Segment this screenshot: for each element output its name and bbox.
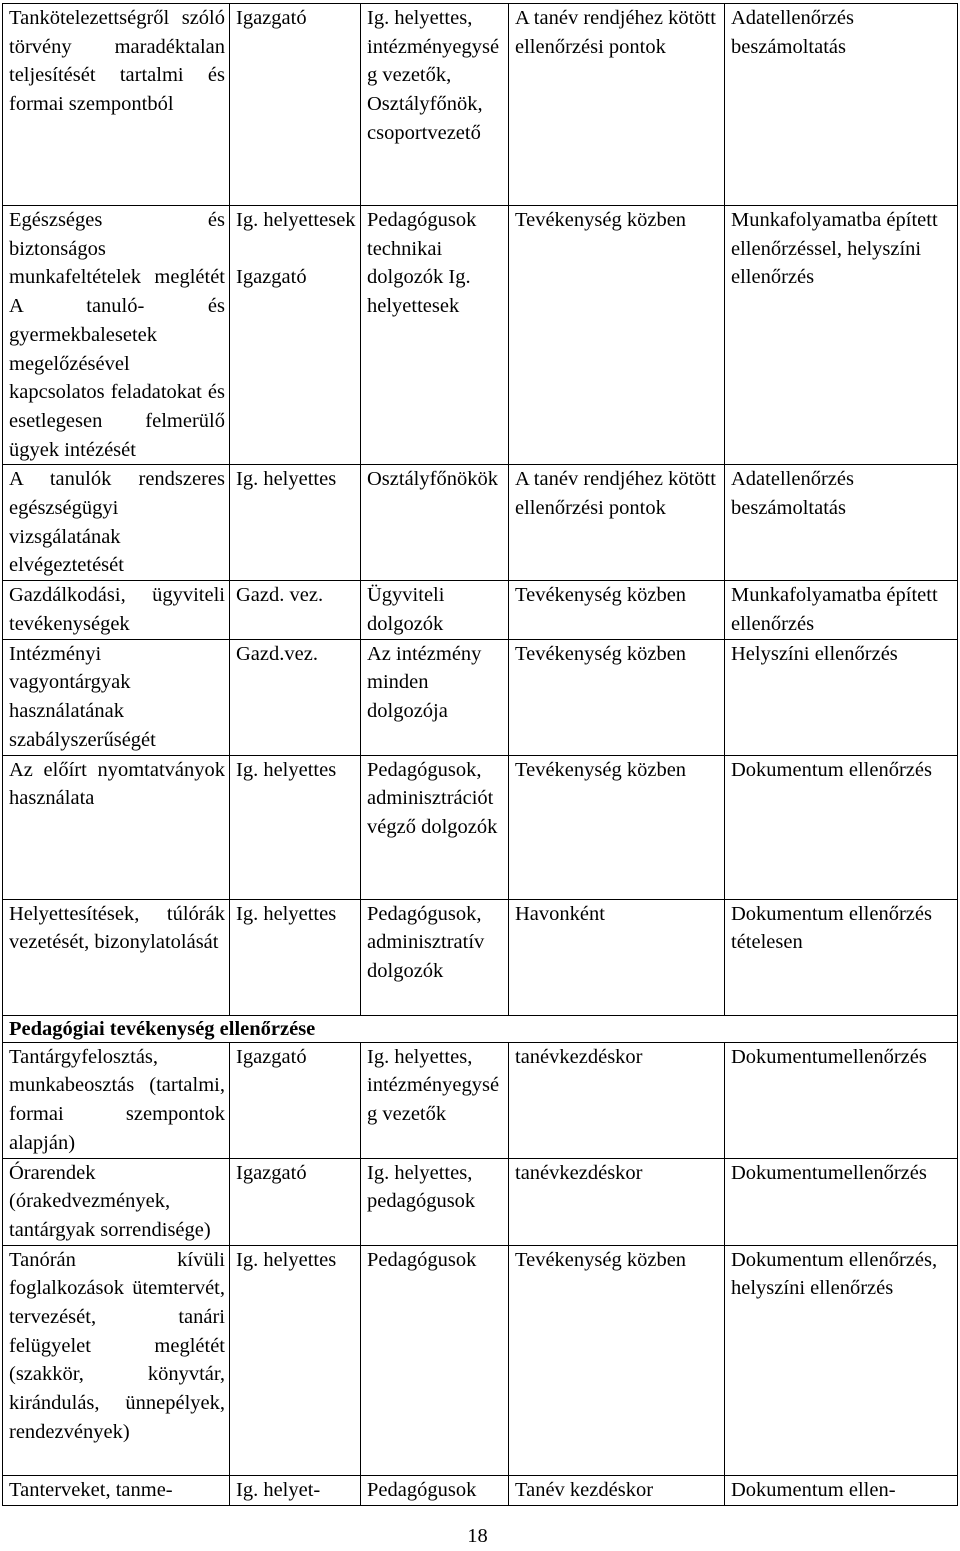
table-cell-col5: Dokumentum ellenőrzés, helyszíni ellenőrzés — [725, 1245, 958, 1475]
table-cell-col1: Egészséges és biztonságos munkafeltételek meglétét A tanuló- és gyermekbalesetek megelőzésével kapcsolatos feladatokat és esetlegesen felmerülő ügyek intézését — [3, 206, 230, 465]
table-cell-col4: Tevékenység közben — [509, 206, 725, 465]
table-cell-col3: Ügyviteli dolgozók — [361, 581, 509, 639]
table-cell-col4: tanévkezdéskor — [509, 1158, 725, 1245]
table-cell-col4: Tevékenység közben — [509, 1245, 725, 1475]
table-row — [3, 1475, 958, 1505]
table-cell-col4: Tevékenység közben — [509, 581, 725, 639]
table-cell-col3: Pedagógusok, adminisztrációt végző dolgozók — [361, 755, 509, 899]
table-cell-col5: Helyszíni ellenőrzés — [725, 639, 958, 755]
table-cell-col2: Igazgató — [230, 4, 361, 206]
table-cell-col2: Ig. helyettes — [230, 1245, 361, 1475]
table-cell-col4: Tevékenység közben — [509, 639, 725, 755]
table-cell-col4: Havonként — [509, 899, 725, 1015]
table-cell-col1: Tanterveket, tanme- — [3, 1475, 230, 1505]
table-cell-col2: Igazgató — [230, 1158, 361, 1245]
table-row — [3, 755, 958, 899]
table-cell-col2: Ig. helyet- — [230, 1475, 361, 1505]
table-cell-col3: Ig. helyettes, intézményegység vezetők — [361, 1042, 509, 1158]
table-cell-col1: A tanulók rendszeres egészségügyi vizsgálatának elvégeztetését — [3, 465, 230, 581]
table-cell-col4: tanévkezdéskor — [509, 1042, 725, 1158]
table-cell-col4: A tanév rendjéhez kötött ellenőrzési pontok — [509, 4, 725, 206]
control-plan-table — [2, 3, 958, 1506]
table-row — [3, 1158, 958, 1245]
section-title: Pedagógiai tevékenység ellenőrzése — [3, 1015, 958, 1042]
table-cell-col3: Ig. helyettes, intézményegység vezetők, Osztályfőnök, csoportvezető — [361, 4, 509, 206]
table-row — [3, 581, 958, 639]
table-cell-col1: Tantárgyfelosztás, munkabeosztás (tartalmi, formai szempontok alapján) — [3, 1042, 230, 1158]
table-cell-col4: Tanév kezdéskor — [509, 1475, 725, 1505]
table-cell-col4: A tanév rendjéhez kötött ellenőrzési pontok — [509, 465, 725, 581]
table-cell-col3: Osztályfőnökök — [361, 465, 509, 581]
table-cell-col1: Tankötelezettségről szóló törvény maradéktalan teljesítését tartalmi és formai szempontból — [3, 4, 230, 206]
table-cell-col1: Órarendek (órakedvezmények, tantárgyak sorrendisége) — [3, 1158, 230, 1245]
table-cell-col5: Dokumentumellenőrzés — [725, 1158, 958, 1245]
table-cell-col5: Munkafolyamatba épített ellenőrzés — [725, 581, 958, 639]
table-row — [3, 1042, 958, 1158]
table-cell-col3: Pedagógusok — [361, 1245, 509, 1475]
section-header-row — [3, 1015, 958, 1042]
table-row — [3, 4, 958, 206]
table-cell-col1: Intézményi vagyontárgyak használatának szabályszerűségét — [3, 639, 230, 755]
table-cell-col3: Pedagógusok — [361, 1475, 509, 1505]
table-cell-col3: Pedagógusok technikai dolgozók Ig. helyettesek — [361, 206, 509, 465]
table-cell-col5: Munkafolyamatba épített ellenőrzéssel, helyszíni ellenőrzés — [725, 206, 958, 465]
table-row — [3, 639, 958, 755]
table-cell-col5: Adatellenőrzés beszámoltatás — [725, 465, 958, 581]
table-cell-col2: Gazd. vez. — [230, 581, 361, 639]
table-cell-col1: Gazdálkodási, ügyviteli tevékenységek — [3, 581, 230, 639]
table-cell-col2: Igazgató — [230, 1042, 361, 1158]
table-cell-col1: Az előírt nyomtatványok használata — [3, 755, 230, 899]
page-number: 18 — [467, 1525, 488, 1547]
table-row — [3, 206, 958, 465]
table-cell-col3: Ig. helyettes, pedagógusok — [361, 1158, 509, 1245]
table-cell-col3: Pedagógusok, adminisztratív dolgozók — [361, 899, 509, 1015]
table-cell-col5: Dokumentum ellenőrzés tételesen — [725, 899, 958, 1015]
table-row — [3, 899, 958, 1015]
table-row — [3, 465, 958, 581]
table-cell-col5: Dokumentum ellen- — [725, 1475, 958, 1505]
table-cell-col2: Ig. helyettes — [230, 899, 361, 1015]
table-cell-col5: Dokumentumellenőrzés — [725, 1042, 958, 1158]
table-cell-col2: Ig. helyettesek Igazgató — [230, 206, 361, 465]
table-cell-col5: Dokumentum ellenőrzés — [725, 755, 958, 899]
table-row — [3, 1245, 958, 1475]
table-cell-col2: Ig. helyettes — [230, 465, 361, 581]
table-cell-col1: Helyettesítések, túlórák vezetését, bizonylatolását — [3, 899, 230, 1015]
table-cell-col3: Az intézmény minden dolgozója — [361, 639, 509, 755]
table-cell-col2: Ig. helyettes — [230, 755, 361, 899]
table-cell-col5: Adatellenőrzés beszámoltatás — [725, 4, 958, 206]
table-cell-col2: Gazd.vez. — [230, 639, 361, 755]
table-cell-col4: Tevékenység közben — [509, 755, 725, 899]
table-cell-col1: Tanórán kívüli foglalkozások ütemtervét, tervezését, tanári felügyelet meglétét (szakkör, könyvtár, kirándulás, ünnepélyek, rendezvények) — [3, 1245, 230, 1475]
